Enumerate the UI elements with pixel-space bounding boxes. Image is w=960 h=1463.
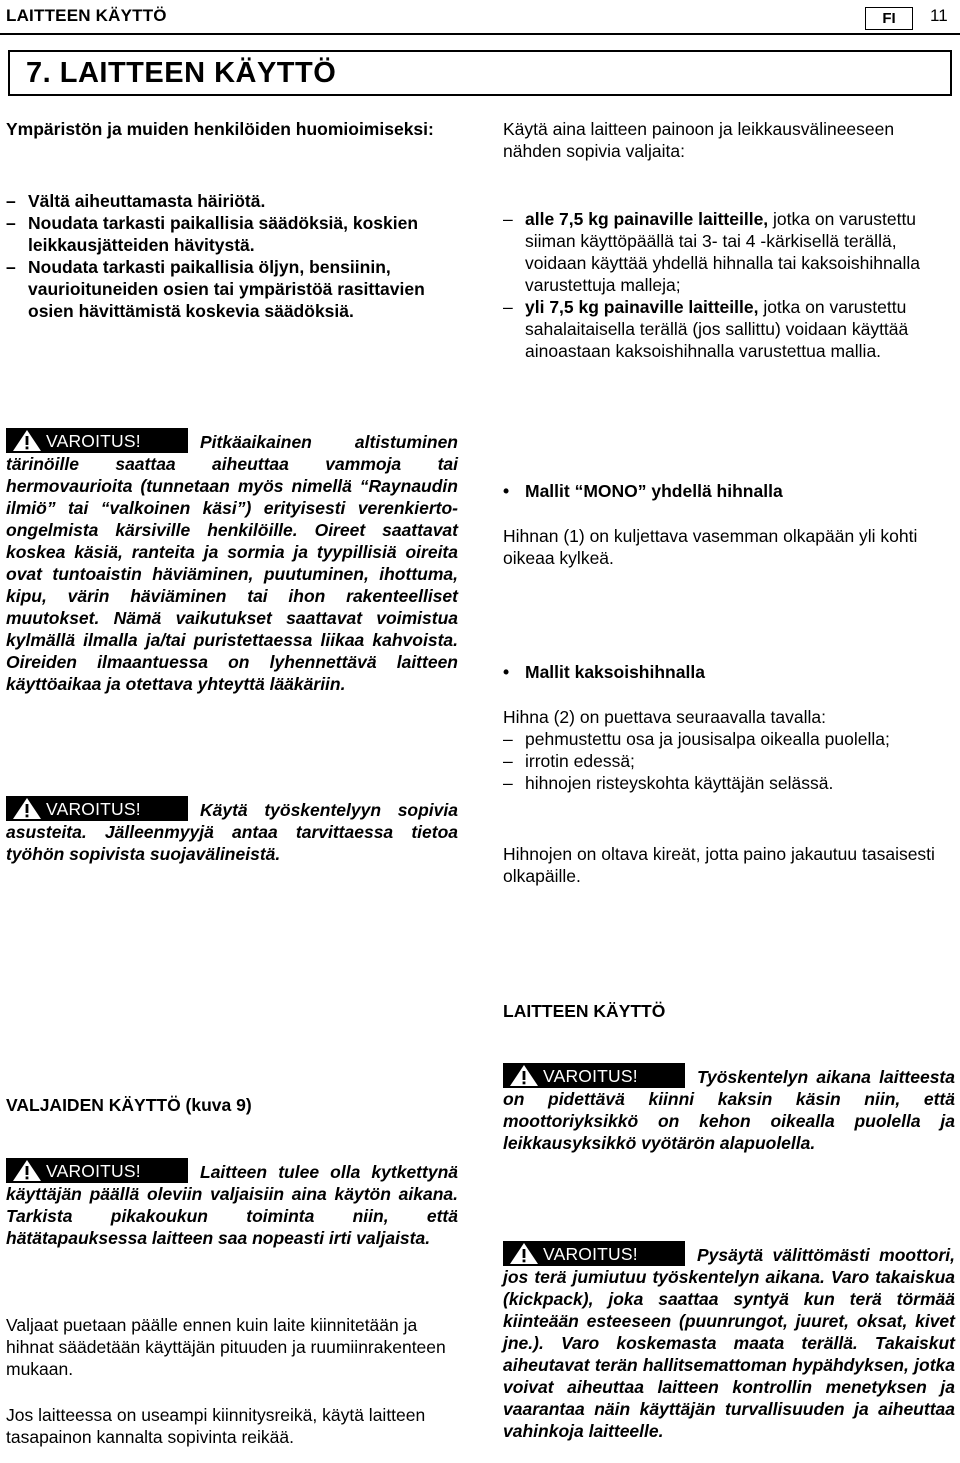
section-title: 7. LAITTEEN KÄYTTÖ bbox=[26, 57, 337, 89]
list-item: – irrotin edessä; bbox=[503, 750, 955, 772]
list-item: – Noudata tarkasti paikallisia öljyn, bensiinin, vaurioituneiden osien tai ympäristöä rasittavien osien hävittämistä koskevia säädöksiä. bbox=[6, 256, 458, 322]
list-item: – Noudata tarkasti paikallisia säädöksiä, koskien leikkausjätteiden hävitystä. bbox=[6, 212, 458, 256]
double-heading bbox=[503, 661, 955, 683]
warning-label bbox=[503, 1063, 685, 1088]
double-section bbox=[503, 706, 955, 794]
warning-label-text: VAROITUS! bbox=[543, 1244, 638, 1264]
header-rule bbox=[0, 33, 960, 35]
list-item-bold: alle 7,5 kg painaville laitteille, bbox=[525, 209, 769, 229]
warning-label bbox=[503, 1241, 685, 1266]
bullet-heading: • Mallit kaksoishihnalla bbox=[503, 661, 955, 683]
warning-text: Laitteen tulee olla kytkettynä käyttäjän päällä oleviin valjaisiin aina käytön aikana. Tarkista pikakoukun toiminta niin, että hätätapauksessa laitteen saa nopeasti irti valjaista. bbox=[6, 1162, 458, 1248]
environment-heading: Ympäristön ja muiden henkilöiden huomioimiseksi: bbox=[6, 119, 434, 139]
list-item-bold: yli 7,5 kg painaville laitteille, bbox=[525, 297, 759, 317]
warning-triangle-icon bbox=[509, 1242, 539, 1265]
warning-block-kickback bbox=[503, 1241, 955, 1442]
harness-paragraph: Jos laitteessa on useampi kiinnitysreikä, käytä laitteen tasapainon kannalta sopivinta reikää. bbox=[6, 1405, 426, 1447]
warning-label-text: VAROITUS! bbox=[46, 1161, 141, 1181]
warning-text: Pysäytä välittömästi moottori, jos terä jumiutuu työskentelyn aikana. Varo takaiskua (kickpack), joka saattaa syntyä kun terä törmää kiinteään esteeseen (puunrungot, juuret, oksat, kivet jne.). Varo koskemasta maata terällä. Takaiskut aiheutavat terän hallitsemattoman hypähdyksen, jotka voivat aiheuttaa laitteen kontrollin menetyksen ja vaarantaa näin käyttäjän turvallisuuden ja aiheuttaa vahinkoja laitteelle. bbox=[503, 1245, 955, 1441]
warning-triangle-icon bbox=[509, 1064, 539, 1087]
harness-paragraph: Valjaat puetaan päälle ennen kuin laite kiinnitetään ja hihnat säädetään käyttäjän pituuden ja ruumiinrakenteen mukaan. bbox=[6, 1315, 446, 1379]
page-number: 11 bbox=[930, 6, 948, 25]
warning-triangle-icon bbox=[12, 429, 42, 452]
list-item-text: jotka on varustettu siiman käyttöpäällä tai 3- tai 4 -kärkisellä terällä, voidaan käyttää yhdellä hihnalla tai kaksoishihnalla varustettuja malleja; bbox=[525, 209, 920, 295]
double-outro: Hihnojen on oltava kireät, jotta paino jakautuu tasaisesti olkapäille. bbox=[503, 844, 935, 886]
warning-label-text: VAROITUS! bbox=[46, 799, 141, 819]
harness-heading: VALJAIDEN KÄYTTÖ (kuva 9) bbox=[6, 1095, 252, 1115]
list-item: – hihnojen risteyskohta käyttäjän selässä. bbox=[503, 772, 955, 794]
list-item bbox=[503, 208, 955, 296]
mono-text: Hihnan (1) on kuljettava vasemman olkapään yli kohti oikeaa kylkeä. bbox=[503, 526, 918, 568]
list-item: – Vältä aiheuttamasta häiriötä. bbox=[6, 190, 458, 212]
warning-label bbox=[6, 1158, 188, 1183]
running-header-title: LAITTEEN KÄYTTÖ bbox=[6, 6, 167, 25]
list-item bbox=[503, 296, 955, 362]
warning-text: Käytä työskentelyyn sopivia asusteita. Jälleenmyyjä antaa tarvittaessa tietoa työhön sopivista suojavälineistä. bbox=[6, 800, 458, 864]
language-badge: FI bbox=[865, 7, 913, 30]
warning-label bbox=[6, 428, 188, 453]
warning-label-text: VAROITUS! bbox=[543, 1066, 638, 1086]
harness-intro: Käytä aina laitteen painoon ja leikkausvälineeseen nähden sopivia valjaita: bbox=[503, 119, 895, 161]
warning-text: Työskentelyn aikana laitteesta on pidettävä kiinni kaksin käsin niin, että moottoriyksikkö on kehon oikealla puolella ja leikkausyksikkö vyötärön alapuolella. bbox=[503, 1067, 955, 1153]
list-item-text: jotka on varustettu sahalaitaisella terällä (jos sallittu) voidaan käyttää ainoastaan kaksoishihnalla varustettua mallia. bbox=[525, 297, 909, 361]
warning-block-vibration bbox=[6, 428, 458, 695]
warning-block-grip bbox=[503, 1063, 955, 1154]
warning-block-harness bbox=[6, 1158, 458, 1249]
warning-triangle-icon bbox=[12, 1159, 42, 1182]
warning-label-text: VAROITUS! bbox=[46, 431, 141, 451]
environment-list bbox=[6, 190, 458, 322]
warning-text: Pitkäaikainen altistuminen tärinöille saattaa aiheuttaa vammoja tai hermovaurioita (tunnetaan myös nimellä “Raynaudin ilmiö” tai “valkoinen käsi”) erityisesti verenkierto-ongelmista kärsiville henkilöille. Oireet saattavat koskea käsiä, ranteita ja sormia ja tyypillisiä oireita ovat tuntoaistin häviäminen, puutuminen, ihottuma, kipu, värin häviäminen tai ihon rakenteelliset muutokset. Nämä vaikutukset saattavat voimistua kylmällä ilmalla ja/tai puristettaessa liikaa kahvoista. Oireiden ilmaantuessa on lyhennettävä laitteen käyttöaikaa ja otettava yhteyttä lääkäriin. bbox=[6, 432, 458, 694]
double-intro: Hihna (2) on puettava seuraavalla tavalla: bbox=[503, 707, 826, 727]
use-heading: LAITTEEN KÄYTTÖ bbox=[503, 1001, 666, 1021]
list-item: – pehmustettu osa ja jousisalpa oikealla puolella; bbox=[503, 728, 955, 750]
warning-label bbox=[6, 796, 188, 821]
warning-block-clothing bbox=[6, 796, 458, 865]
mono-heading bbox=[503, 480, 955, 502]
harness-weight-list bbox=[503, 208, 955, 362]
warning-triangle-icon bbox=[12, 797, 42, 820]
bullet-heading: • Mallit “MONO” yhdellä hihnalla bbox=[503, 480, 955, 502]
